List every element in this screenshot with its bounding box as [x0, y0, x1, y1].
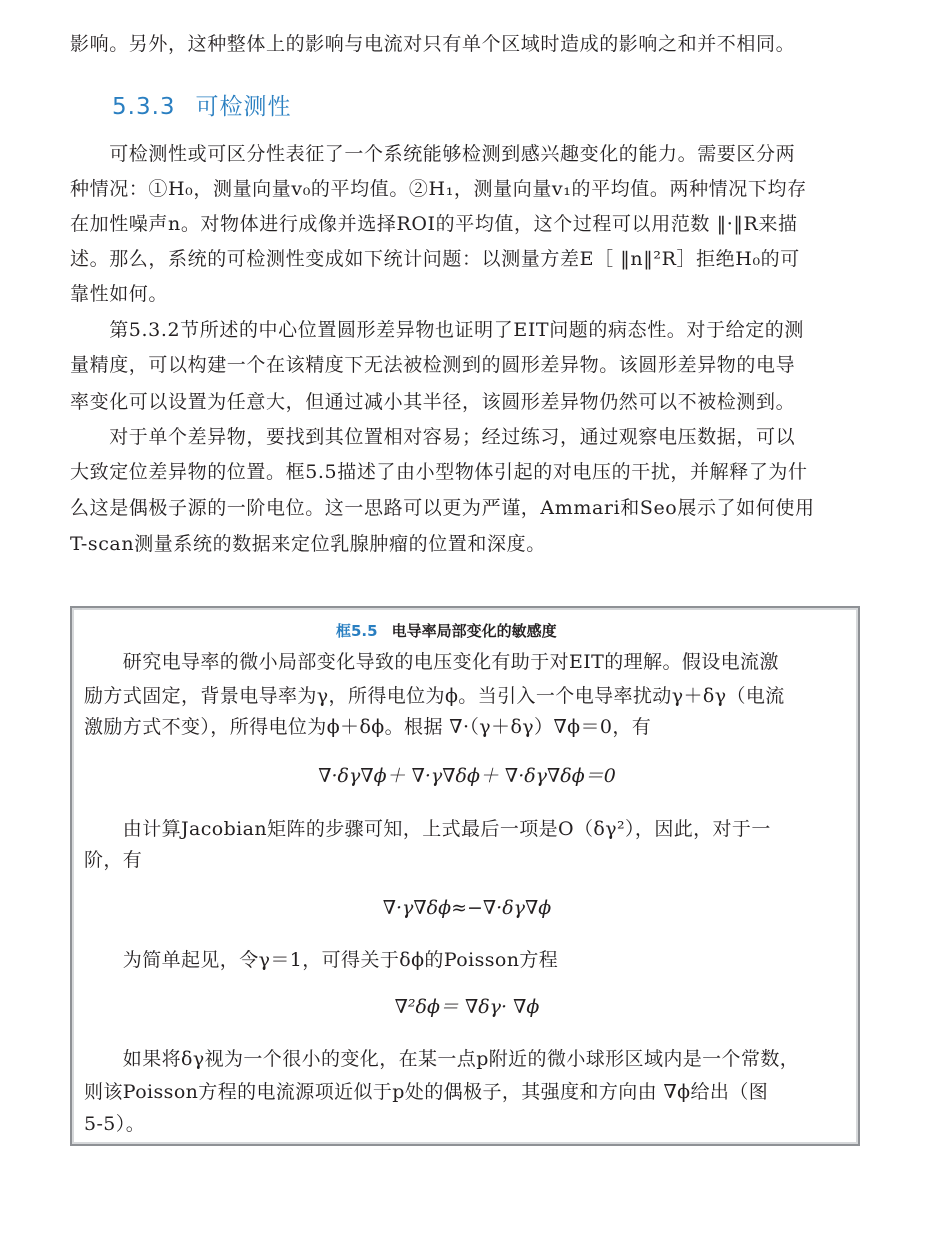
paragraph-line: 靠性如何。	[70, 283, 169, 305]
box-line: 激励方式不变），所得电位为ϕ＋δϕ。根据 ∇·（γ＋δγ）∇ϕ＝0，有	[84, 716, 652, 738]
box-line: 如果将δγ视为一个很小的变化，在某一点p附近的微小球形区域内是一个常数，	[84, 1048, 800, 1070]
section-title: 可检测性	[195, 94, 292, 120]
paragraph-line: 在加性噪声n。对物体进行成像并选择ROI的平均值，这个过程可以用范数 ‖·‖R来描	[70, 213, 798, 235]
box-title: 电导率局部变化的敏感度	[391, 622, 557, 640]
box-line: 为简单起见，令γ＝1，可得关于δϕ的Poisson方程	[84, 949, 559, 971]
paragraph-line: 第5.3.2节所述的中心位置圆形差异物也证明了EIT问题的病态性。对于给定的测	[70, 319, 804, 341]
paragraph-line: 么这是偶极子源的一阶电位。这一思路可以更为严谨，Ammari和Seo展示了如何使用	[70, 497, 815, 519]
box-heading	[336, 620, 557, 641]
section-number: 5.3.3	[112, 94, 176, 120]
top-line: 影响。另外，这种整体上的影响与电流对只有单个区域时造成的影响之和并不相同。	[70, 33, 796, 55]
equation: ∇·γ∇δϕ≈−∇·δγ∇ϕ	[382, 897, 552, 919]
box-line: 阶，有	[84, 849, 143, 871]
paragraph-line: 量精度，可以构建一个在该精度下无法被检测到的圆形差异物。该圆形差异物的电导	[70, 354, 796, 376]
paragraph-line: 可检测性或可区分性表征了一个系统能够检测到感兴趣变化的能力。需要区分两	[70, 143, 796, 165]
paragraph-line: 对于单个差异物，要找到其位置相对容易；经过练习，通过观察电压数据，可以	[70, 426, 796, 448]
paragraph-line: 率变化可以设置为任意大，但通过减小其半径，该圆形差异物仍然可以不被检测到。	[70, 391, 796, 413]
equation: ∇·δγ∇ϕ＋ ∇·γ∇δϕ＋ ∇·δγ∇δϕ＝0	[318, 765, 616, 787]
paragraph-line: 述。那么，系统的可检测性变成如下统计问题：以测量方差E［ ‖n‖²R］拒绝H₀的可	[70, 248, 800, 270]
equation: ∇²δϕ＝ ∇δγ· ∇ϕ	[394, 996, 540, 1018]
paragraph-line: 大致定位差异物的位置。框5.5描述了由小型物体引起的对电压的干扰，并解释了为什	[70, 461, 808, 483]
box-line: 励方式固定，背景电导率为γ，所得电位为ϕ。当引入一个电导率扰动γ＋δγ（电流	[84, 685, 785, 707]
box-line: 研究电导率的微小局部变化导致的电压变化有助于对EIT的理解。假设电流激	[84, 651, 779, 673]
section-heading	[112, 88, 292, 121]
paragraph-line: T-scan测量系统的数据来定位乳腺肿瘤的位置和深度。	[70, 533, 546, 555]
paragraph-line: 种情况：①H₀，测量向量v₀的平均值。②H₁，测量向量v₁的平均值。两种情况下均存	[70, 178, 807, 200]
box-line: 5-5）。	[84, 1113, 146, 1135]
box-label: 框5.5	[336, 622, 378, 640]
box-line: 由计算Jacobian矩阵的步骤可知，上式最后一项是O（δγ²），因此，对于一	[84, 818, 771, 840]
box-line: 则该Poisson方程的电流源项近似于p处的偶极子，其强度和方向由 ∇ϕ给出（图	[84, 1081, 769, 1103]
